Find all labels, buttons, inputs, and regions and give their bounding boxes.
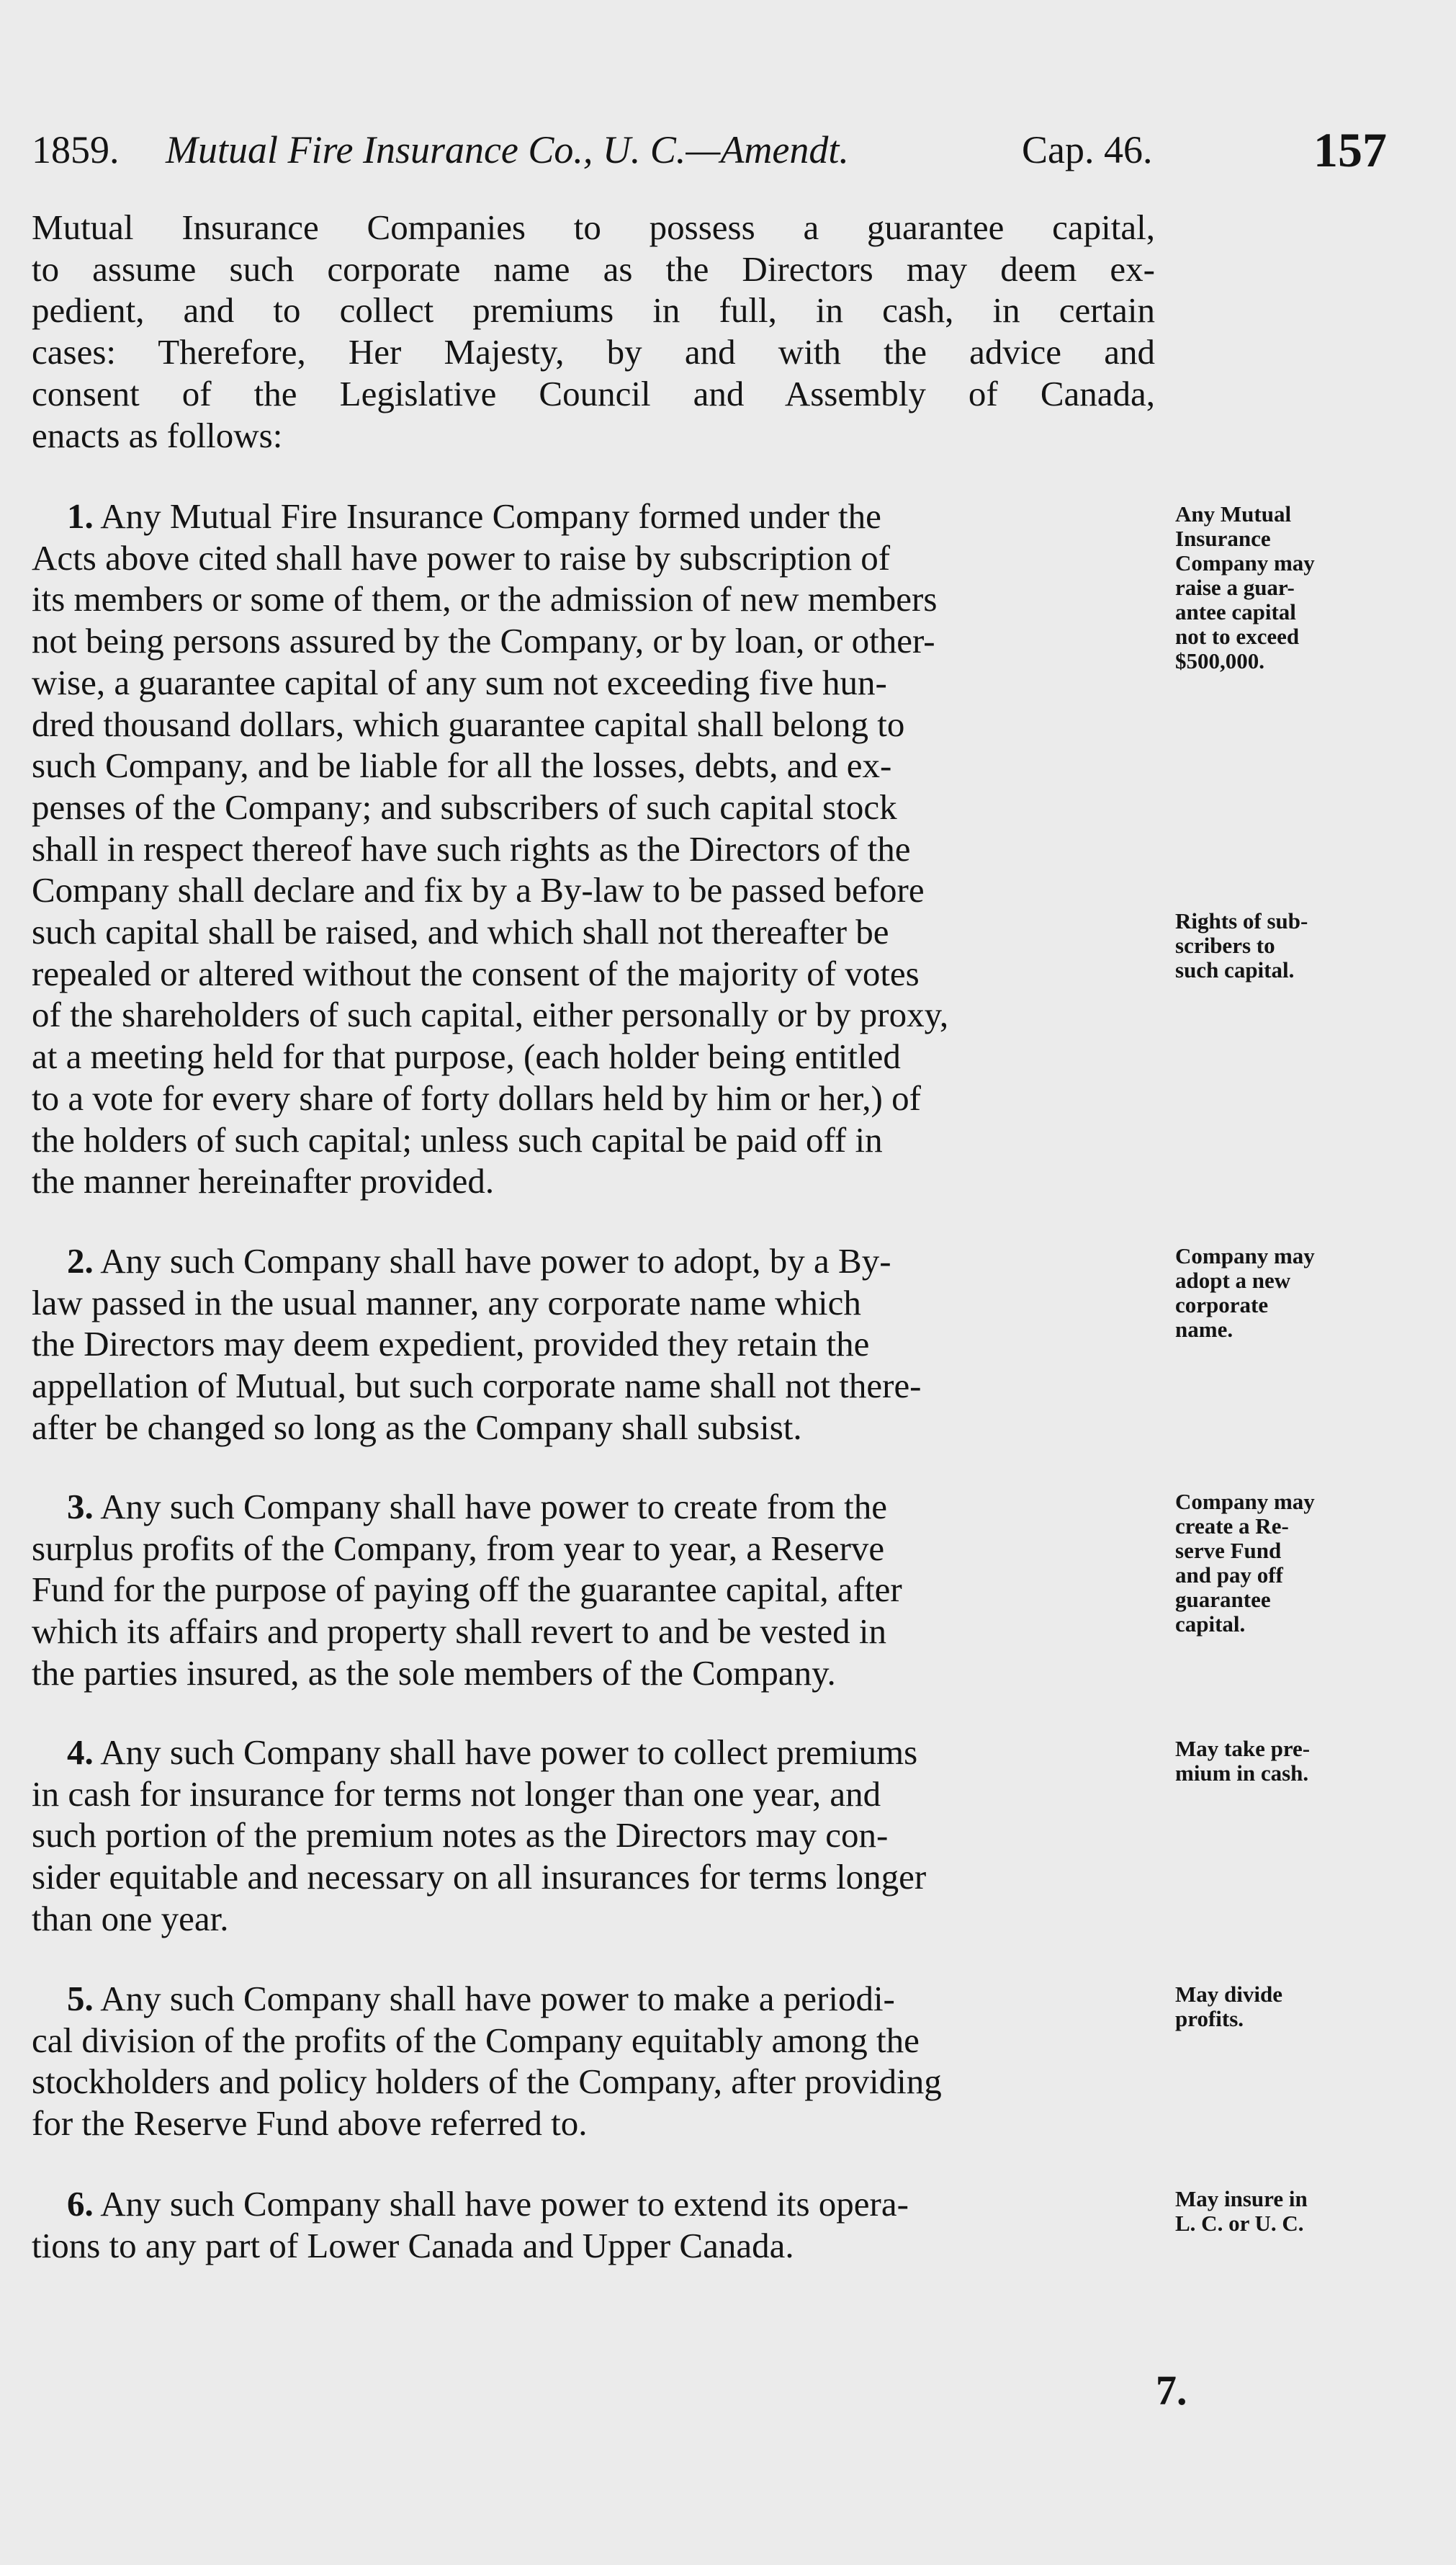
margin-note-line: not to exceed [1175, 624, 1300, 649]
text-line: pedient, and to collect premiums in full, in cash, in certain [32, 290, 1155, 331]
margin-note [1175, 1982, 1377, 2031]
text-line: after be changed so long as the Company shall subsist. [32, 1407, 802, 1447]
section-2 [32, 1240, 1155, 1449]
section-number: 2. [67, 1241, 94, 1281]
text-line [32, 1732, 1155, 1773]
text-line: to a vote for every share of forty dollars held by him or her,) of [32, 1078, 921, 1118]
margin-note-line: create a Re- [1175, 1513, 1289, 1539]
text-line: Company shall declare and fix by a By-law to be passed before [32, 870, 925, 910]
text-line: such capital shall be raised, and which shall not thereafter be [32, 912, 889, 952]
text-line: repealed or altered without the consent of the majority of votes [32, 953, 920, 993]
margin-note-line: and pay off [1175, 1562, 1283, 1588]
margin-note [1175, 502, 1377, 673]
margin-note-line: scribers to [1175, 933, 1275, 958]
text-line: which its affairs and property shall revert to and be vested in [32, 1611, 886, 1652]
margin-note-line: L. C. or U. C. [1175, 2211, 1304, 2236]
text-line: stockholders and policy holders of the Company, after providing [32, 2062, 942, 2102]
text-line: in cash for insurance for terms not longer than one year, and [32, 1773, 881, 1814]
text-line [32, 1978, 1155, 2020]
text-line: such Company, and be liable for all the losses, debts, and ex- [32, 746, 892, 786]
margin-note-line: capital. [1175, 1611, 1246, 1637]
margin-note-line: Rights of sub- [1175, 908, 1308, 934]
margin-note-line: May take pre- [1175, 1736, 1311, 1761]
margin-note [1175, 909, 1377, 982]
text-line: of the shareholders of such capital, either personally or by proxy, [32, 995, 949, 1035]
text-line: tions to any part of Lower Canada and Upper Canada. [32, 2225, 794, 2265]
section-4 [32, 1732, 1155, 1940]
section-6 [32, 2183, 1155, 2266]
text-line: penses of the Company; and subscribers of such capital stock [32, 787, 897, 827]
text-line: enacts as follows: [32, 415, 283, 455]
text-line: cases: Therefore, Her Majesty, by and with the advice and [32, 332, 1155, 372]
margin-note-line: May divide [1175, 1982, 1282, 2007]
text-line: cal division of the profits of the Company equitably among the [32, 2020, 920, 2060]
text-line: appellation of Mutual, but such corporate name shall not there- [32, 1366, 922, 1406]
text-line: surplus profits of the Company, from year to year, a Reserve [32, 1528, 885, 1568]
text-line [32, 1486, 1155, 1528]
text-line: dred thousand dollars, which guarantee capital shall belong to [32, 704, 905, 744]
text-line: not being persons assured by the Company, or by loan, or other- [32, 621, 935, 661]
margin-note [1175, 1737, 1377, 1786]
section-number: 6. [67, 2184, 94, 2224]
text-line: the Directors may deem expedient, provided they retain the [32, 1324, 870, 1364]
text-line: the manner hereinafter provided. [32, 1161, 495, 1201]
text-line: Any such Company shall have power to make a periodi- [100, 1979, 895, 2018]
text-line [32, 1240, 1155, 1282]
margin-note-line: Company may [1175, 1243, 1315, 1268]
margin-note-line: antee capital [1175, 599, 1296, 625]
text-line: wise, a guarantee capital of any sum not exceeding five hun- [32, 662, 887, 702]
margin-note-line: Insurance [1175, 526, 1271, 551]
text-line: such portion of the premium notes as the Directors may con- [32, 1815, 889, 1856]
header-chapter: Cap. 46. [1022, 128, 1153, 171]
margin-note-line: profits. [1175, 2006, 1244, 2031]
margin-note-line: mium in cash. [1175, 1760, 1309, 1786]
text-line: sider equitable and necessary on all insurances for terms longer [32, 1857, 927, 1897]
margin-note-line: $500,000. [1175, 648, 1264, 673]
margin-note-line: raise a guar- [1175, 575, 1295, 600]
text-line: shall in respect thereof have such rights as the Directors of the [32, 828, 911, 869]
margin-note-line: Company may [1175, 1489, 1315, 1514]
section-number: 4. [67, 1732, 94, 1772]
text-line: Any such Company shall have power to extend its opera- [100, 2184, 909, 2224]
margin-note-line: guarantee [1175, 1587, 1271, 1612]
section-3 [32, 1486, 1155, 1694]
margin-note-line: such capital. [1175, 957, 1295, 982]
text-line: the parties insured, as the sole members of the Company. [32, 1652, 836, 1693]
running-header [32, 121, 1387, 179]
text-line: at a meeting held for that purpose, (each holder being entitled [32, 1037, 901, 1077]
section-number: 5. [67, 1979, 94, 2018]
text-line: Any such Company shall have power to adopt, by a By- [100, 1241, 891, 1281]
margin-note [1175, 1244, 1377, 1342]
catchword: 7. [1156, 2367, 1187, 2414]
margin-note-line: corporate [1175, 1292, 1269, 1317]
text-line: its members or some of them, or the admission of new members [32, 579, 938, 619]
text-line: Mutual Insurance Companies to possess a guarantee capital, [32, 207, 1155, 247]
text-line: law passed in the usual manner, any corporate name which [32, 1282, 861, 1322]
text-line: Any Mutual Fire Insurance Company formed under the [100, 496, 881, 536]
preamble [32, 207, 1155, 456]
margin-note [1175, 1490, 1377, 1637]
page-number: 157 [1313, 122, 1387, 177]
margin-note-line: adopt a new [1175, 1268, 1291, 1293]
section-1 [32, 496, 1155, 1202]
section-5 [32, 1978, 1155, 2144]
section-number: 3. [67, 1487, 94, 1526]
text-line: Any such Company shall have power to create from the [100, 1487, 887, 1526]
text-line [32, 2183, 1155, 2225]
margin-note-line: May insure in [1175, 2186, 1308, 2211]
margin-note [1175, 2187, 1377, 2236]
margin-note-line: Company may [1175, 550, 1315, 576]
text-line [32, 496, 1155, 537]
text-line: the holders of such capital; unless such capital be paid off in [32, 1119, 883, 1160]
section-number: 1. [67, 496, 94, 536]
text-line: Acts above cited shall have power to raise by subscription of [32, 537, 891, 578]
text-line: than one year. [32, 1898, 229, 1938]
text-line: consent of the Legislative Council and Assembly of Canada, [32, 373, 1155, 413]
margin-note-line: name. [1175, 1317, 1233, 1342]
header-title: Mutual Fire Insurance Co., U. C.—Amendt. [166, 128, 849, 171]
text-line: Fund for the purpose of paying off the guarantee capital, after [32, 1570, 902, 1610]
text-line: to assume such corporate name as the Directors may deem ex- [32, 249, 1155, 289]
text-line: for the Reserve Fund above referred to. [32, 2103, 588, 2144]
margin-note-line: serve Fund [1175, 1538, 1282, 1563]
header-year: 1859. [32, 128, 120, 171]
margin-note-line: Any Mutual [1175, 501, 1292, 527]
text-line: Any such Company shall have power to collect premiums [100, 1732, 918, 1772]
